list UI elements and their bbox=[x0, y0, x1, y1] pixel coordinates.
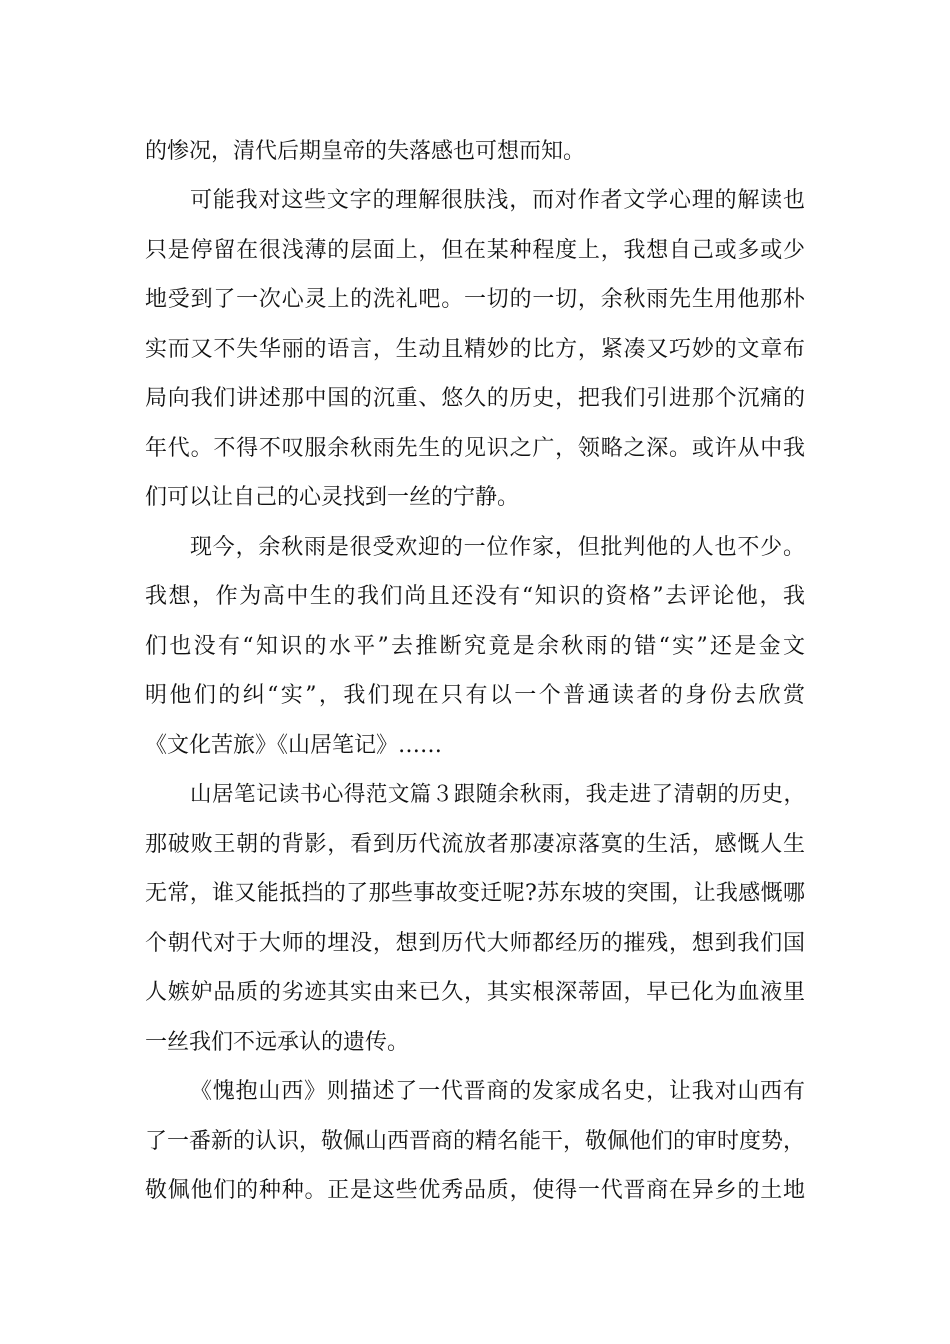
text-line: 地受到了一次心灵上的洗礼吧。一切的一切，余秋雨先生用他那朴 bbox=[145, 287, 805, 312]
text-line: 人嫉妒品质的劣迹其实由来已久，其实根深蒂固，早已化为血液里 bbox=[145, 980, 805, 1005]
text-line: 无常，谁又能抵挡的了那些事故变迁呢?苏东坡的突围，让我感慨哪 bbox=[145, 881, 805, 906]
text-line: 可能我对这些文字的理解很肤浅，而对作者文学心理的解读也 bbox=[190, 188, 805, 213]
text-line: 只是停留在很浅薄的层面上，但在某种程度上，我想自己或多或少 bbox=[145, 238, 805, 263]
text-line: 局向我们讲述那中国的沉重、悠久的历史，把我们引进那个沉痛的 bbox=[145, 386, 805, 411]
text-line: 山居笔记读书心得范文篇３跟随余秋雨，我走进了清朝的历史， bbox=[190, 782, 805, 807]
text-line: 我想，作为高中生的我们尚且还没有“知识的资格”去评论他，我 bbox=[145, 584, 805, 609]
text-line: 那破败王朝的背影，看到历代流放者那凄凉落寞的生活，感慨人生 bbox=[145, 832, 805, 857]
text-line: 的惨况，清代后期皇帝的失落感也可想而知。 bbox=[145, 139, 586, 164]
text-line: 年代。不得不叹服余秋雨先生的见识之广，领略之深。或许从中我 bbox=[145, 436, 805, 461]
text-line: 了一番新的认识，敬佩山西晋商的精名能干，敬佩他们的审时度势， bbox=[145, 1129, 806, 1154]
text-line: 们也没有“知识的水平”去推断究竟是余秋雨的错“实”还是金文 bbox=[145, 634, 805, 659]
text-line: 《文化苦旅》《山居笔记》…… bbox=[145, 733, 443, 758]
text-line: 敬佩他们的种种。正是这些优秀品质，使得一代晋商在异乡的土地 bbox=[145, 1178, 805, 1203]
text-line: 一丝我们不远承认的遗传。 bbox=[145, 1030, 410, 1055]
text-line: 明他们的纠“实”，我们现在只有以一个普通读者的身份去欣赏 bbox=[145, 683, 805, 708]
text-line: 实而又不失华丽的语言，生动且精妙的比方，紧凑又巧妙的文章布 bbox=[145, 337, 805, 362]
text-line: 个朝代对于大师的埋没，想到历代大师都经历的摧残，想到我们国 bbox=[145, 931, 805, 956]
text-line: 现今，余秋雨是很受欢迎的一位作家，但批判他的人也不少。 bbox=[190, 535, 805, 560]
text-line: 们可以让自己的心灵找到一丝的宁静。 bbox=[145, 485, 520, 510]
text-line: 《愧抱山西》则描述了一代晋商的发家成名史，让我对山西有 bbox=[190, 1079, 805, 1104]
